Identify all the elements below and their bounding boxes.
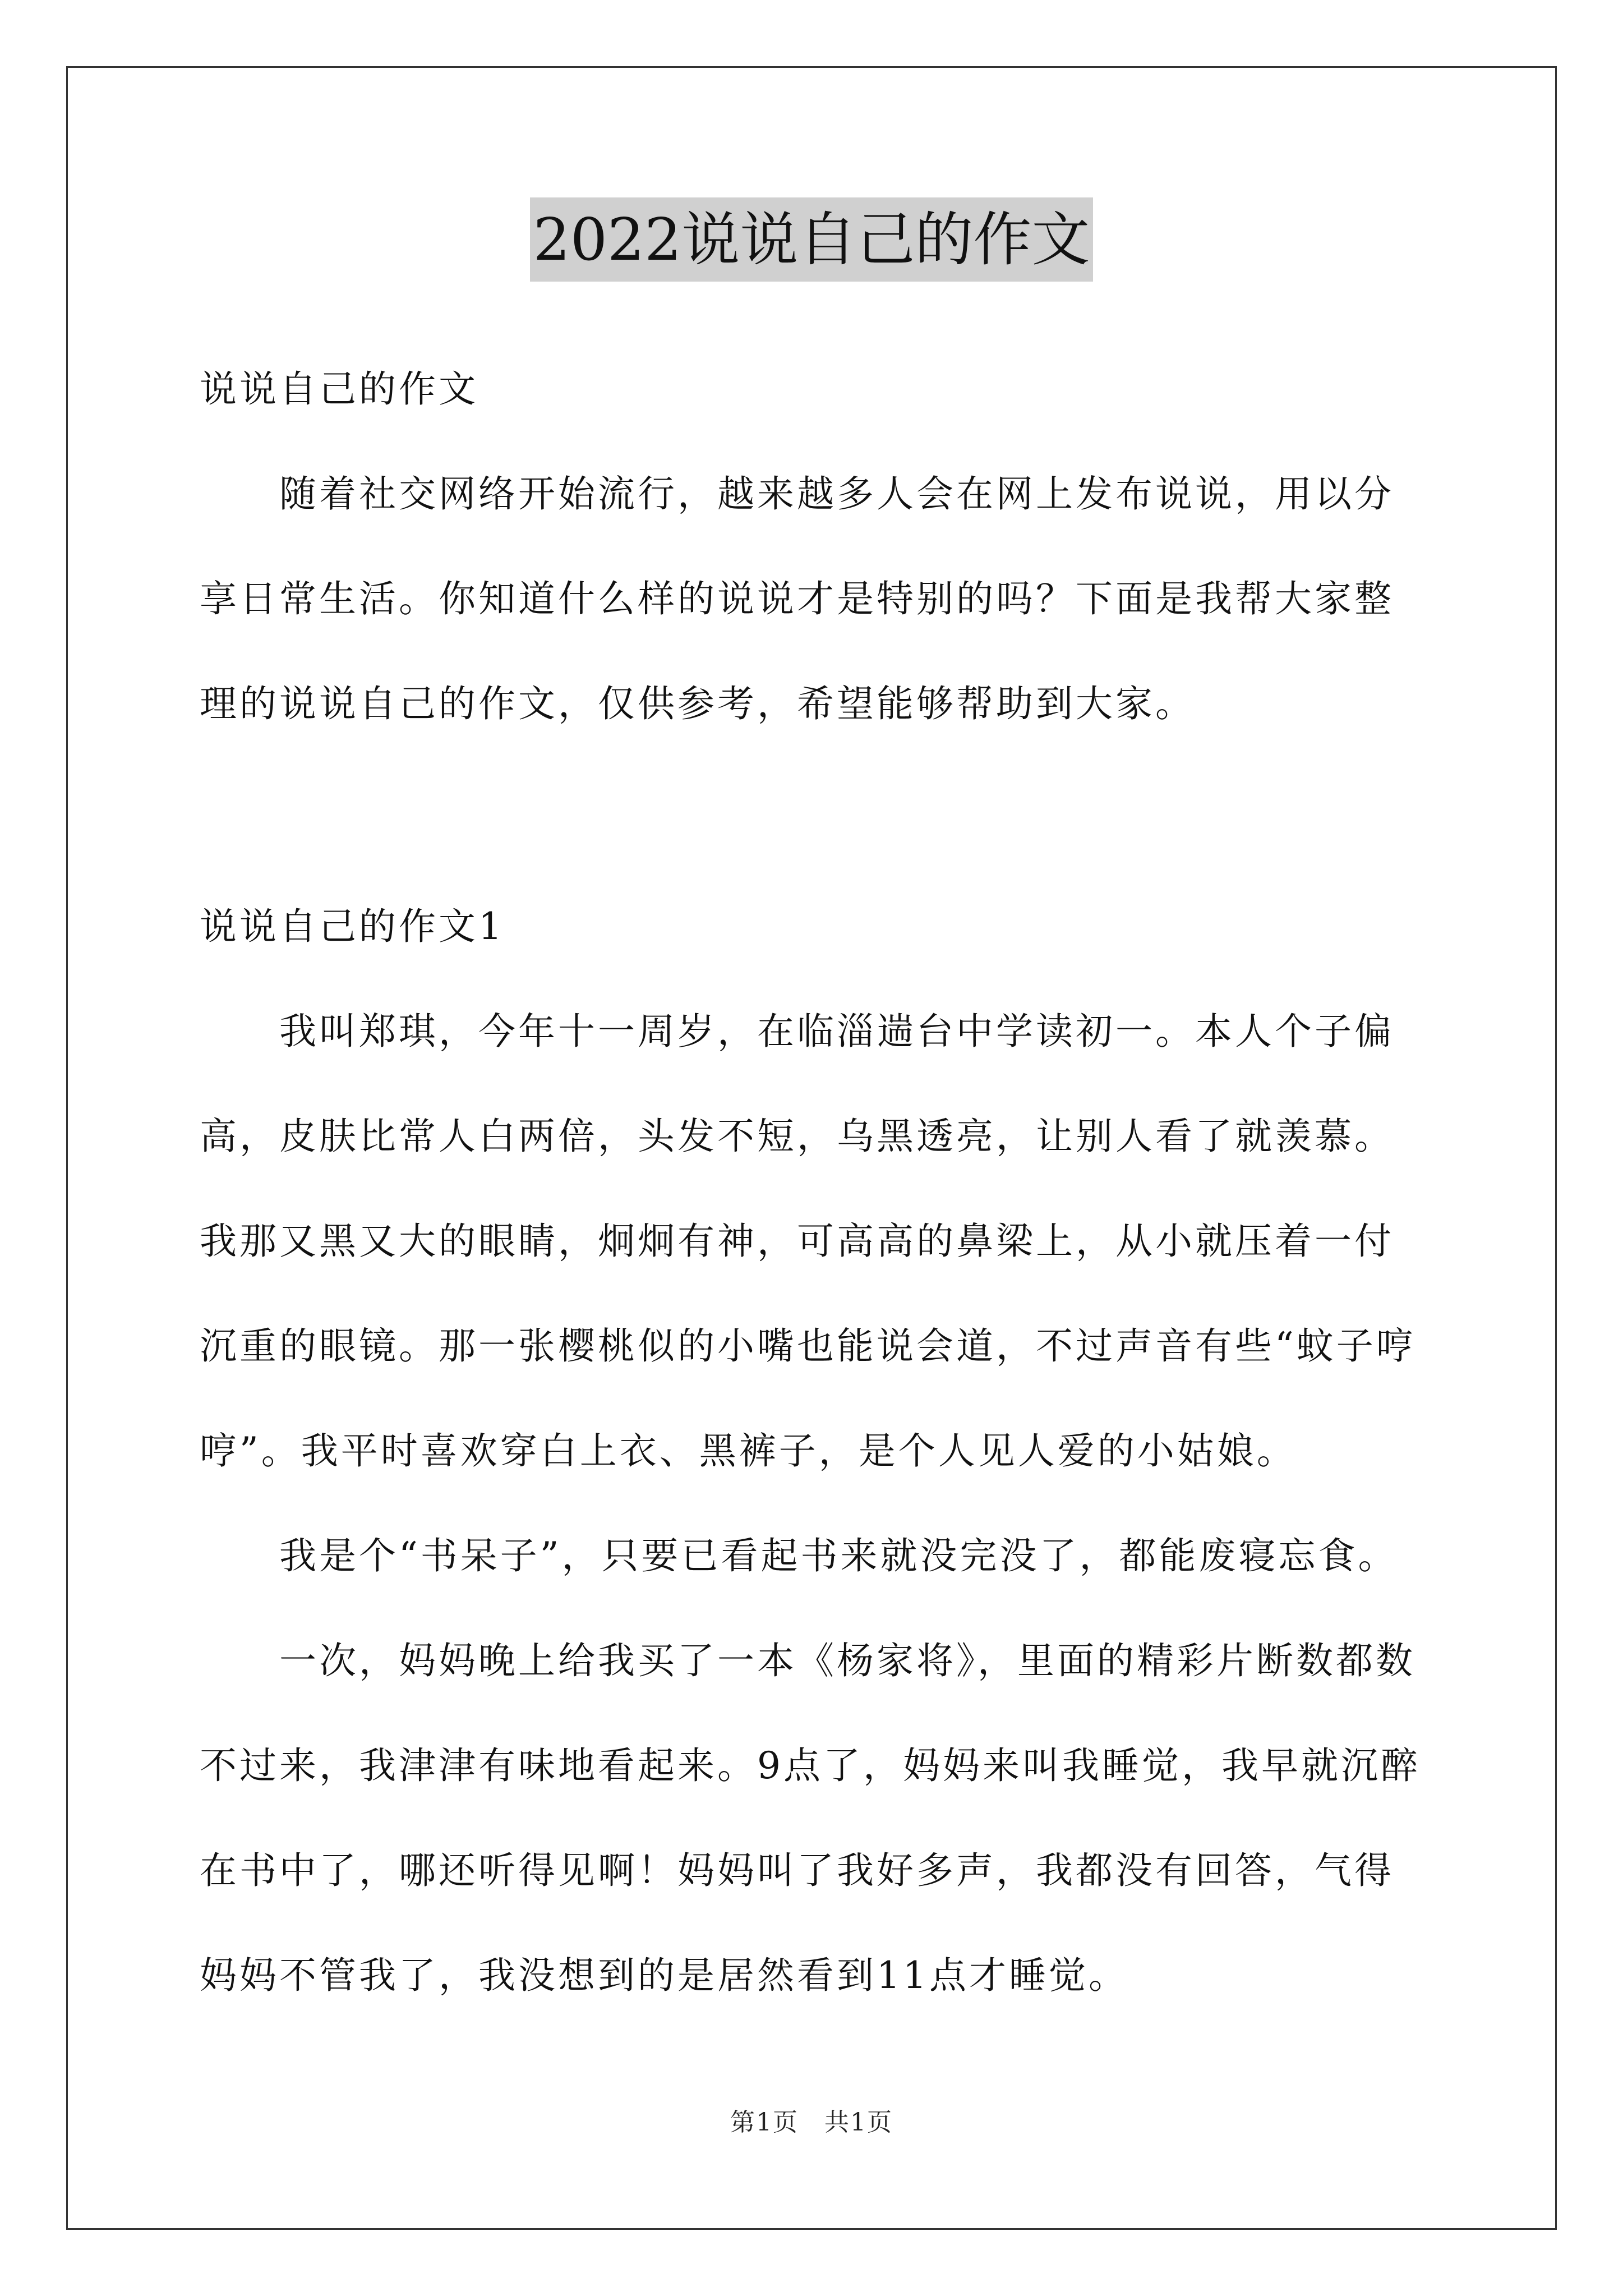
title-container xyxy=(0,197,1623,282)
document-title: 2022说说自己的作文 xyxy=(530,197,1094,282)
subtitle: 说说自己的作文 xyxy=(200,367,478,411)
section-1-paragraph-1: 我叫郑琪，今年十一周岁，在临淄遄台中学读初一。本人个子偏高，皮肤比常人白两倍，头发不短，乌黑透亮，让别人看了就羡慕。我那又黑又大的眼睛，炯炯有神，可高高的鼻梁上，从小就压着一付沉重的眼镜。那一张樱桃似的小嘴也能说会道，不过声音有些“蚊子哼哼”。我平时喜欢穿白上衣、黑裤子，是个人见人爱的小姑娘。 xyxy=(200,1010,1416,1473)
section-1-heading: 说说自己的作文1 xyxy=(200,905,505,948)
intro-paragraph: 随着社交网络开始流行，越来越多人会在网上发布说说，用以分享日常生活。你知道什么样的说说才是特别的吗？下面是我帮大家整理的说说自己的作文，仅供参考，希望能够帮助到大家。 xyxy=(200,472,1394,725)
section-1-paragraph-3: 一次，妈妈晚上给我买了一本《杨家将》，里面的精彩片断数都数不过来，我津津有味地看起来。9点了，妈妈来叫我睡觉，我早就沉醉在书中了，哪还听得见啊！妈妈叫了我好多声，我都没有回答，气得妈妈不管我了，我没想到的是居然看到11点才睡觉。 xyxy=(200,1639,1421,1997)
page-footer: 第1页 共1页 xyxy=(730,2108,893,2137)
document-body xyxy=(200,337,1428,756)
section-1 xyxy=(200,874,1428,2028)
section-1-paragraph-2: 我是个“书呆子”，只要已看起书来就没完没了，都能废寝忘食。 xyxy=(200,1534,1398,1577)
